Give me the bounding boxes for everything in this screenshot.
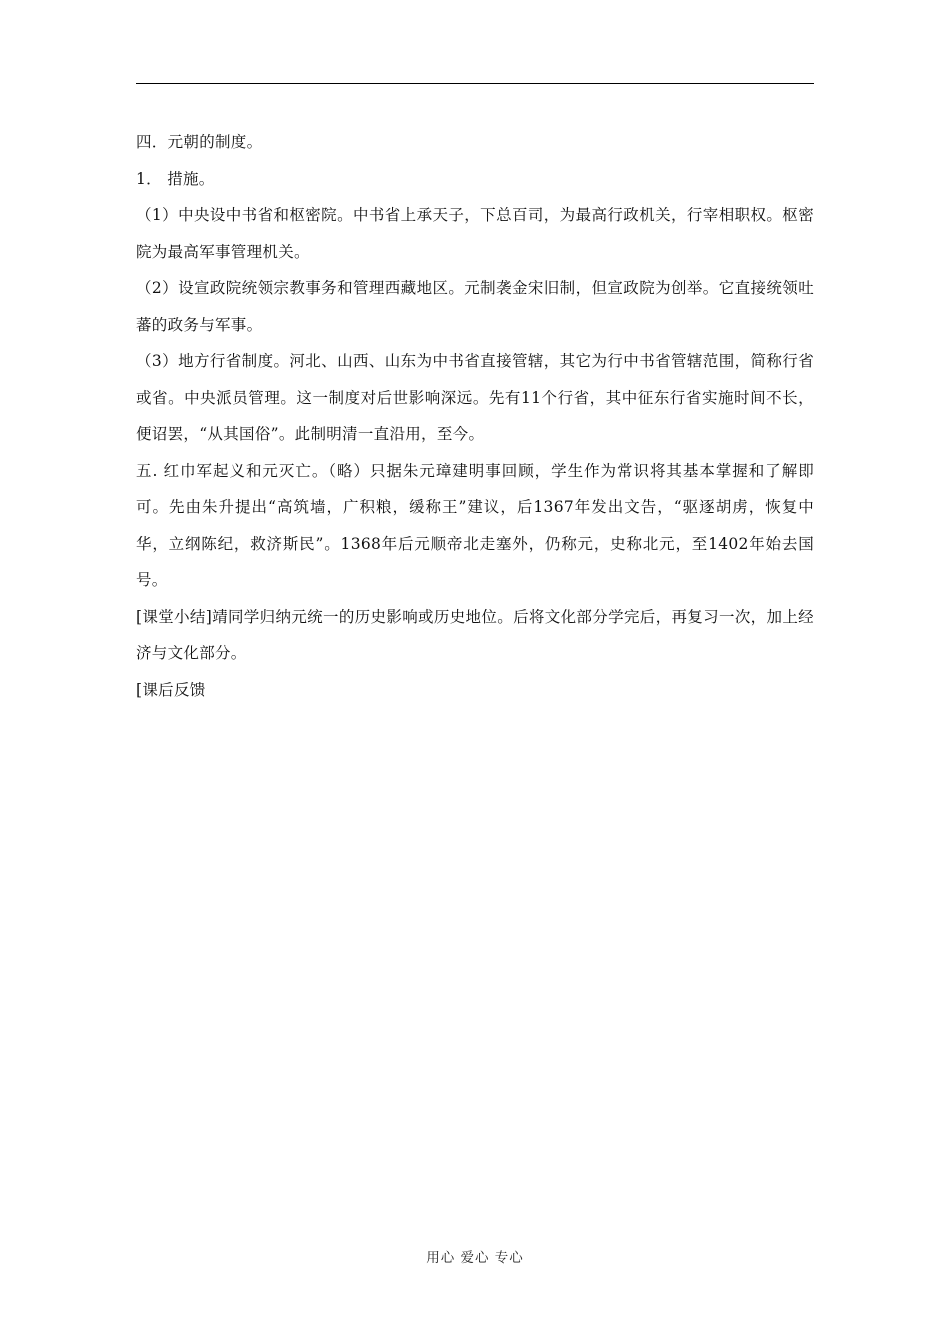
section-heading-red-turban: 五. 红巾军起义和元灭亡。（略）只据朱元璋建明事回顾，学生作为常识将其基本掌握和了解即可。先由朱升提出“高筑墙，广积粮，缓称王”建议，后1367年发出文告，“驱逐胡虏，恢复中华，立纲陈纪，救济斯民”。1368年后元顺帝北走塞外，仍称元，史称北元，至1402年始去国号。 bbox=[136, 461, 814, 589]
header-rule bbox=[136, 83, 814, 84]
section-heading-yuan-system: 四．元朝的制度。 bbox=[136, 133, 263, 151]
paragraph-feedback: [课后反馈 bbox=[136, 680, 206, 699]
subheading-measures: 1． 措施。 bbox=[136, 169, 215, 188]
page-footer: 用心 爱心 专心 bbox=[426, 1250, 524, 1266]
paragraph-xuanzheng-yuan: （2）设宣政院统领宗教事务和管理西藏地区。元制袭金宋旧制，但宣政院为创举。它直接统领吐蕃的政务与军事。 bbox=[136, 279, 814, 334]
paragraph-class-summary: [课堂小结]靖同学归纳元统一的历史影响或历史地位。后将文化部分学完后，再复习一次，加上经济与文化部分。 bbox=[136, 607, 814, 662]
paragraph-central-government: （1）中央设中书省和枢密院。中书省上承天子，下总百司，为最高行政机关，行宰相职权。枢密院为最高军事管理机关。 bbox=[136, 206, 814, 261]
paragraph-provincial-system: （3）地方行省制度。河北、山西、山东为中书省直接管辖，其它为行中书省管辖范围，简称行省或省。中央派员管理。这一制度对后世影响深远。先有11个行省，其中征东行省实施时间不长，便诏罢，“从其国俗”。此制明清一直沿用，至今。 bbox=[136, 352, 814, 443]
document-body bbox=[136, 124, 814, 708]
